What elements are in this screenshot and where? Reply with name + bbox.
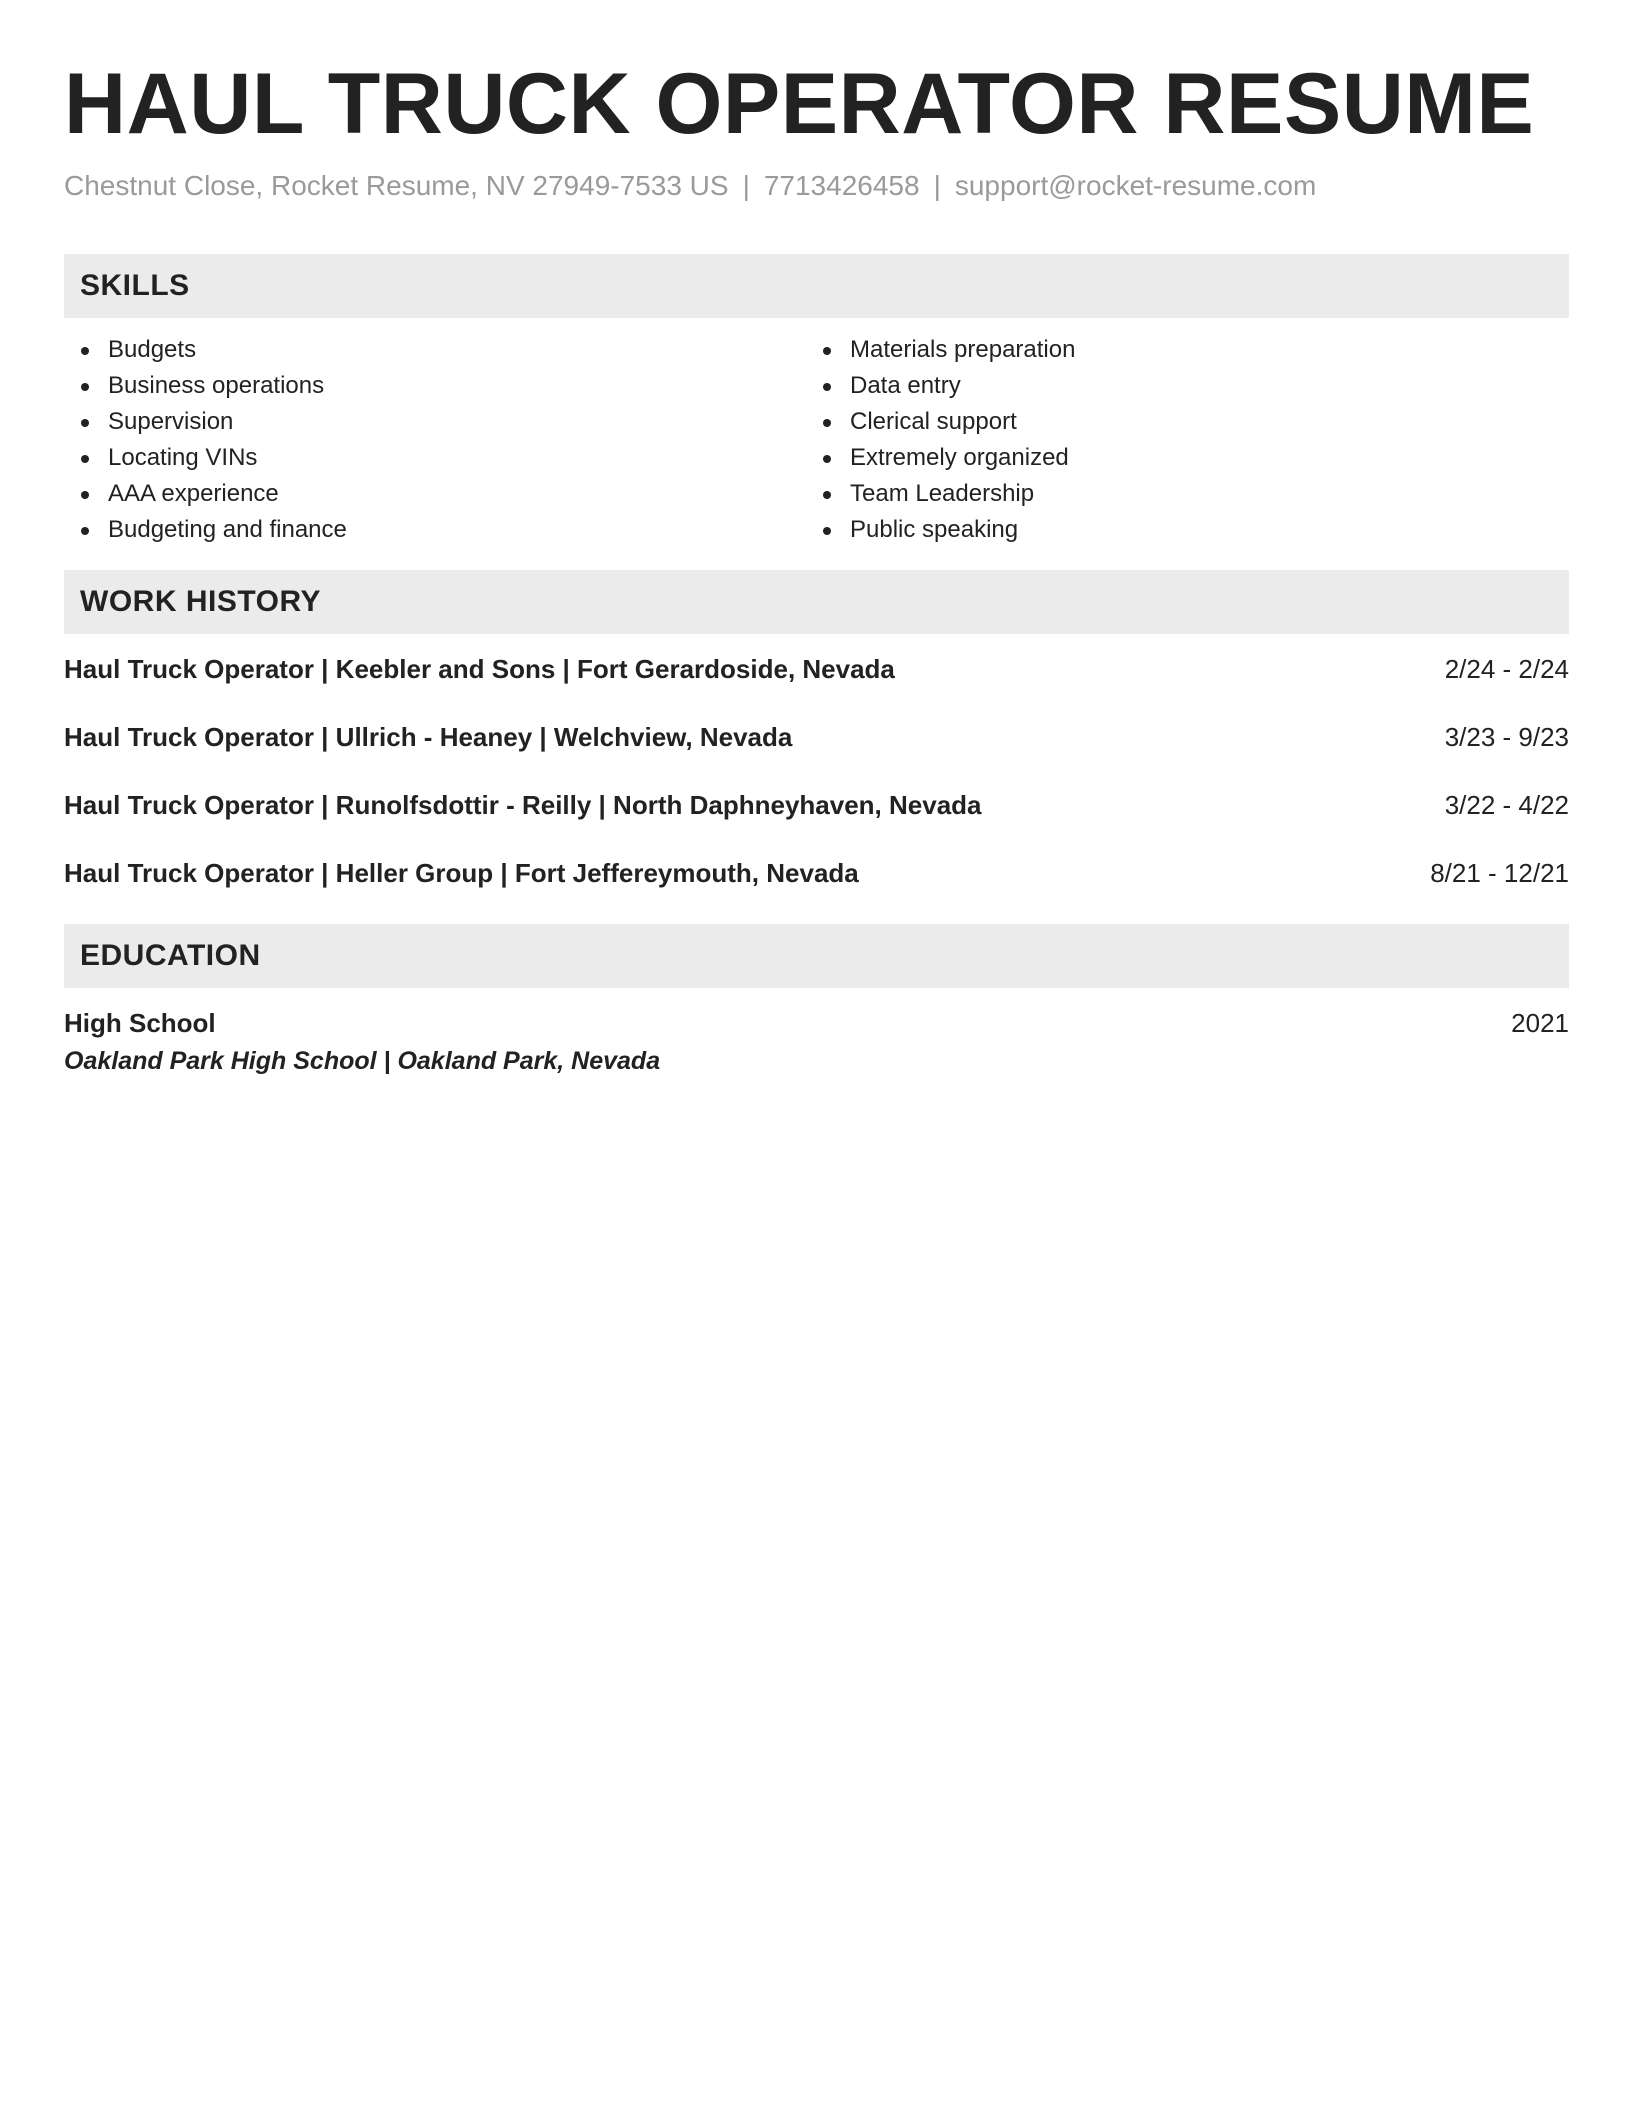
skills-heading: SKILLS: [64, 254, 1569, 318]
bullet-icon: [823, 383, 831, 391]
job-dates: 3/22 - 4/22: [1444, 790, 1569, 820]
job-dates: 2/24 - 2/24: [1444, 654, 1569, 684]
bullet-icon: [81, 419, 89, 427]
contact-separator: |: [742, 170, 750, 201]
education-heading: EDUCATION: [64, 924, 1569, 988]
contact-separator: |: [933, 170, 941, 201]
skill-item: [64, 476, 806, 512]
skill-item: [64, 332, 806, 368]
education-degree: High School: [64, 1008, 216, 1038]
skills-list: [64, 332, 1569, 548]
skill-label: Materials preparation: [850, 336, 1076, 363]
skill-label: Extremely organized: [850, 444, 1069, 471]
skill-item: [806, 404, 1548, 440]
skill-item: [64, 512, 806, 548]
skill-label: Business operations: [108, 372, 325, 399]
contact-email: support@rocket-resume.com: [954, 170, 1317, 201]
skill-item: [806, 332, 1548, 368]
job-title: Haul Truck Operator | Keebler and Sons | Fort Gerardoside, Nevada: [64, 654, 895, 684]
bullet-icon: [81, 491, 89, 499]
skill-label: Data entry: [850, 372, 961, 399]
job-entry: [64, 788, 1569, 822]
skill-label: Clerical support: [850, 408, 1017, 435]
resume-page: [64, 0, 1569, 1078]
skills-column-left: [64, 332, 806, 548]
bullet-icon: [81, 347, 89, 355]
skill-label: Supervision: [108, 408, 234, 435]
skills-column-right: [806, 332, 1548, 548]
work-history-list: [64, 652, 1569, 890]
skill-label: Locating VINs: [108, 444, 258, 471]
bullet-icon: [823, 527, 831, 535]
bullet-icon: [823, 347, 831, 355]
job-dates: 8/21 - 12/21: [1430, 858, 1569, 888]
bullet-icon: [823, 455, 831, 463]
skill-item: [806, 476, 1548, 512]
skill-label: Budgets: [108, 336, 197, 363]
job-entry: [64, 652, 1569, 686]
skill-label: Public speaking: [850, 516, 1019, 543]
skill-item: [806, 368, 1548, 404]
contact-line: [64, 168, 1569, 204]
contact-address: Chestnut Close, Rocket Resume, NV 27949-7533 US: [64, 170, 729, 201]
job-title: Haul Truck Operator | Heller Group | Fort Jeffereymouth, Nevada: [64, 858, 859, 888]
education-school: Oakland Park High School | Oakland Park, Nevada: [64, 1047, 661, 1075]
bullet-icon: [81, 455, 89, 463]
education-year: 2021: [1511, 1008, 1569, 1038]
skill-item: [64, 440, 806, 476]
job-entry: [64, 720, 1569, 754]
resume-title: HAUL TRUCK OPERATOR RESUME: [64, 56, 1535, 152]
education-entry: [64, 1006, 1569, 1040]
job-entry: [64, 856, 1569, 890]
bullet-icon: [823, 419, 831, 427]
bullet-icon: [81, 527, 89, 535]
work-history-heading: WORK HISTORY: [64, 570, 1569, 634]
skill-item: [806, 440, 1548, 476]
job-title: Haul Truck Operator | Runolfsdottir - Reilly | North Daphneyhaven, Nevada: [64, 790, 982, 820]
contact-phone: 7713426458: [763, 170, 920, 201]
job-dates: 3/23 - 9/23: [1444, 722, 1569, 752]
skill-label: Team Leadership: [850, 480, 1035, 507]
job-title: Haul Truck Operator | Ullrich - Heaney | Welchview, Nevada: [64, 722, 793, 752]
skill-label: Budgeting and finance: [108, 516, 347, 543]
skill-item: [806, 512, 1548, 548]
skill-item: [64, 368, 806, 404]
skill-label: AAA experience: [108, 480, 279, 507]
skill-item: [64, 404, 806, 440]
bullet-icon: [81, 383, 89, 391]
bullet-icon: [823, 491, 831, 499]
